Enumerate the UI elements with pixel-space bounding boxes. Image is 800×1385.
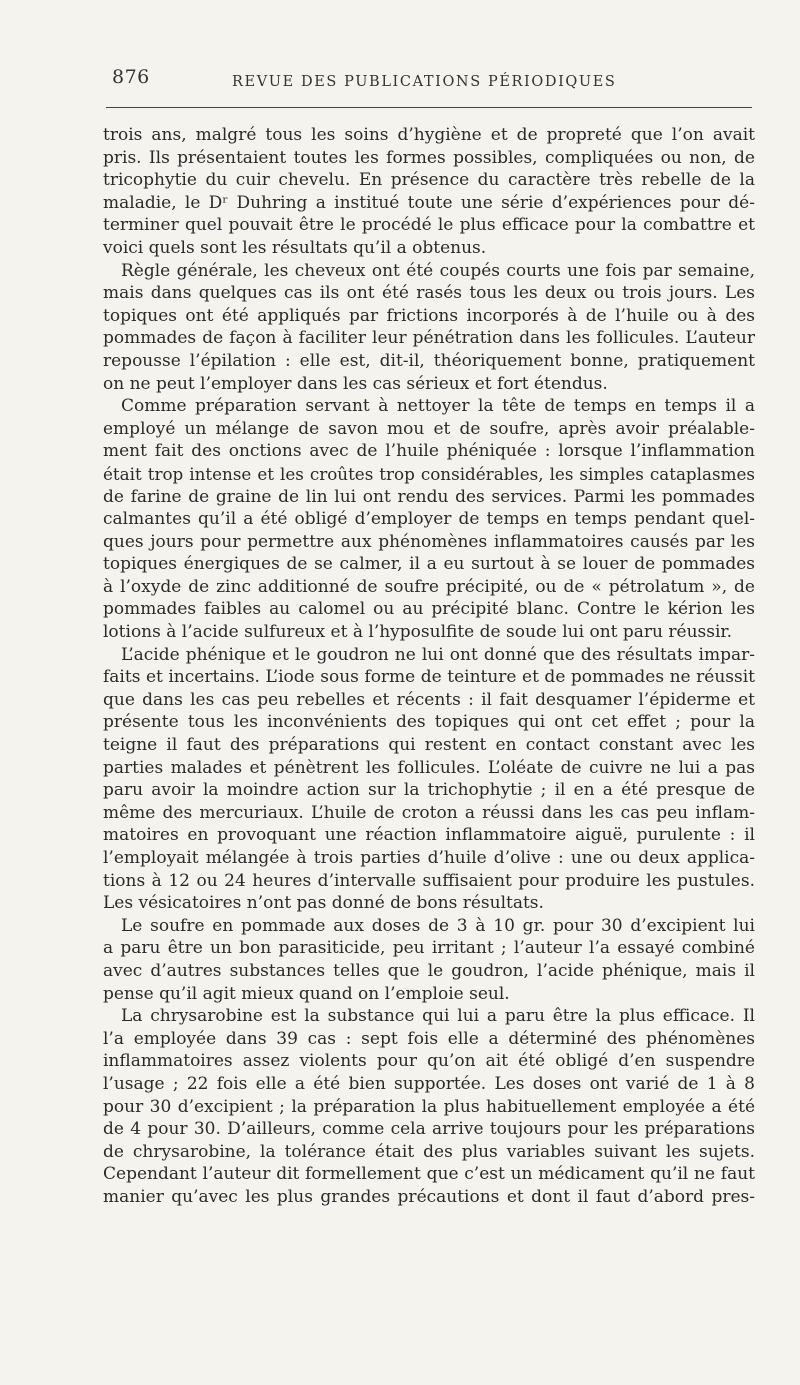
text-line: maladie, le Dʳ Duhring a institué toute une série d’expériences pour dé- — [103, 192, 755, 213]
text-line: de 4 pour 30. D’ailleurs, comme cela arrive toujours pour les préparations — [103, 1119, 755, 1140]
header-rule — [106, 107, 752, 108]
text-line: on ne peut l’employer dans les cas sérieux et fort étendus. — [103, 373, 608, 394]
text-line: l’usage ; 22 fois elle a été bien supportée. Les doses ont varié de 1 à 8 — [103, 1073, 755, 1094]
text-line: présente tous les inconvénients des topiques qui ont cet effet ; pour la — [103, 712, 755, 733]
text-line: calmantes qu’il a été obligé d’employer de temps en temps pendant quel- — [103, 509, 755, 530]
text-line: trois ans, malgré tous les soins d’hygiène et de propreté que l’on avait — [103, 125, 755, 145]
text-line: a paru être un bon parasiticide, peu irritant ; l’auteur l’a essayé combiné — [103, 938, 755, 959]
running-title: REVUE DES PUBLICATIONS PÉRIODIQUES — [232, 74, 617, 90]
text-line: l’employait mélangée à trois parties d’huile d’olive : une ou deux applica- — [103, 848, 755, 868]
text-line: avec d’autres substances telles que le goudron, l’acide phénique, mais il — [103, 960, 755, 981]
page-number: 876 — [112, 66, 150, 88]
text-line: tricophytie du cuir chevelu. En présence du caractère très rebelle de la — [103, 170, 755, 191]
text-line: topiques énergiques de se calmer, il a eu surtout à se louer de pommades — [103, 554, 755, 575]
text-line: tions à 12 ou 24 heures d’intervalle suffisaient pour produire les pustules. — [103, 870, 755, 891]
text-line: Cependant l’auteur dit formellement que c’est un médicament qu’il ne faut — [103, 1164, 755, 1185]
text-line: teigne il faut des préparations qui restent en contact constant avec les — [103, 735, 755, 756]
text-line: matoires en provoquant une réaction inflammatoire aiguë, purulente : il — [103, 825, 755, 846]
text-line: topiques ont été appliqués par frictions incorporés à de l’huile ou à des — [103, 305, 755, 326]
text-line: L’acide phénique et le goudron ne lui ont donné que des résultats impar- — [121, 644, 755, 665]
text-line: Comme préparation servant à nettoyer la tête de temps en temps il a — [121, 396, 755, 417]
text-line: pommades de façon à faciliter leur pénétration dans les follicules. L’auteur — [103, 328, 755, 349]
text-line: ment fait des onctions avec de l’huile phéniquée : lorsque l’inflammation — [103, 441, 755, 462]
text-line: pris. Ils présentaient toutes les formes possibles, compliquées ou non, de — [103, 147, 755, 168]
text-line: pommades faibles au calomel ou au précipité blanc. Contre le kérion les — [103, 599, 755, 620]
text-line: pour 30 d’excipient ; la préparation la plus habituellement employée a été — [103, 1096, 755, 1117]
text-line: était trop intense et les croûtes trop considérables, les simples cataplasmes — [103, 463, 755, 484]
text-line: mais dans quelques cas ils ont été rasés tous les deux ou trois jours. Les — [103, 283, 755, 304]
text-line: de chrysarobine, la tolérance était des plus variables suivant les sujets. — [103, 1141, 755, 1162]
text-line: La chrysarobine est la substance qui lui a paru être la plus efficace. Il — [121, 1006, 755, 1027]
text-line: lotions à l’acide sulfureux et à l’hyposulfite de soude lui ont paru réussir. — [103, 622, 733, 643]
page-header — [112, 62, 752, 102]
text-line: Les vésicatoires n’ont pas donné de bons résultats. — [103, 893, 544, 914]
text-line: employé un mélange de savon mou et de soufre, après avoir préalable- — [103, 418, 755, 439]
body-text — [103, 124, 755, 1209]
text-line: terminer quel pouvait être le procédé le plus efficace pour la combattre et — [103, 215, 755, 236]
text-line: inflammatoires assez violents pour qu’on ait été obligé d’en suspendre — [103, 1051, 755, 1072]
text-line: paru avoir la moindre action sur la trichophytie ; il en a été presque de — [103, 780, 755, 801]
text-line: pense qu’il agit mieux quand on l’emploie seul. — [103, 983, 510, 1004]
text-line: voici quels sont les résultats qu’il a obtenus. — [103, 237, 487, 258]
text-line: Le soufre en pommade aux doses de 3 à 10 gr. pour 30 d’excipient lui — [121, 915, 755, 936]
text-line: faits et incertains. L’iode sous forme de teinture et de pommades ne réussit — [103, 667, 755, 688]
text-line: que dans les cas peu rebelles et récents : il fait desquamer l’épiderme et — [103, 689, 755, 710]
text-line: repousse l’épilation : elle est, dit-il, théoriquement bonne, pratiquement — [103, 350, 755, 371]
text-line: de farine de graine de lin lui ont rendu des services. Parmi les pommades — [103, 486, 755, 507]
text-line: l’a employée dans 39 cas : sept fois elle a déterminé des phénomènes — [103, 1028, 755, 1049]
text-line: parties malades et pénètrent les follicules. L’oléate de cuivre ne lui a pas — [103, 757, 755, 778]
text-line: Règle générale, les cheveux ont été coupés courts une fois par semaine, — [121, 260, 755, 281]
text-line: à l’oxyde de zinc additionné de soufre précipité, ou de « pétrolatum », de — [103, 576, 755, 597]
text-line: même des mercuriaux. L’huile de croton a réussi dans les cas peu inflam- — [103, 802, 755, 823]
text-line: ques jours pour permettre aux phénomènes inflammatoires causés par les — [103, 531, 755, 552]
text-line: manier qu’avec les plus grandes précautions et dont il faut d’abord pres- — [103, 1186, 755, 1207]
